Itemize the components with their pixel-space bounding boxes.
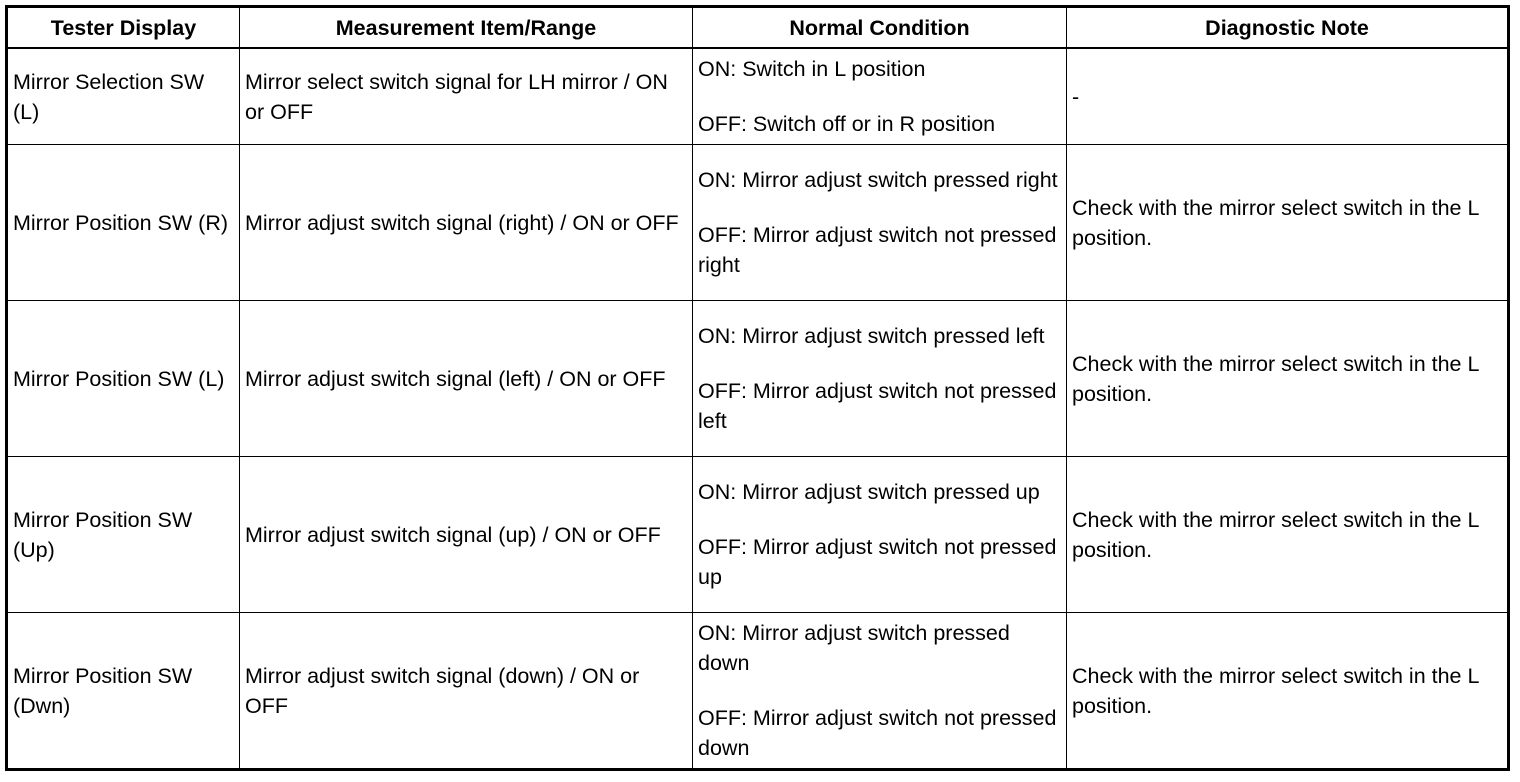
normal-condition-cell	[693, 301, 1067, 457]
document-page	[5, 5, 1510, 771]
tester-display-cell: Mirror Position SW (Dwn)	[7, 613, 240, 770]
diagnostic-table	[5, 5, 1510, 771]
table-header	[7, 7, 1509, 49]
diagnostic-note-cell: Check with the mirror select switch in the L position.	[1067, 145, 1509, 301]
tester-display-cell: Mirror Selection SW (L)	[7, 48, 240, 145]
normal-condition-cell	[693, 613, 1067, 770]
header-normal-condition: Normal Condition	[693, 7, 1067, 49]
tester-display-cell: Mirror Position SW (Up)	[7, 457, 240, 613]
tester-display-cell: Mirror Position SW (R)	[7, 145, 240, 301]
table-row	[7, 145, 1509, 301]
condition-on-text: ON: Switch in L position	[698, 57, 926, 81]
condition-on-text: ON: Mirror adjust switch pressed up	[698, 480, 1040, 504]
condition-off-text: OFF: Mirror adjust switch not pressed right	[698, 223, 1057, 277]
header-tester-display: Tester Display	[7, 7, 240, 49]
table-row	[7, 301, 1509, 457]
condition-off-text: OFF: Mirror adjust switch not pressed down	[698, 706, 1057, 760]
diagnostic-note-cell: Check with the mirror select switch in the L position.	[1067, 613, 1509, 770]
condition-off-text: OFF: Switch off or in R position	[698, 112, 996, 136]
header-row	[7, 7, 1509, 49]
header-measurement-item-range: Measurement Item/Range	[240, 7, 693, 49]
condition-off-text: OFF: Mirror adjust switch not pressed up	[698, 535, 1057, 589]
measurement-cell: Mirror select switch signal for LH mirror / ON or OFF	[240, 48, 693, 145]
measurement-cell: Mirror adjust switch signal (up) / ON or OFF	[240, 457, 693, 613]
condition-off-text: OFF: Mirror adjust switch not pressed left	[698, 379, 1057, 433]
table-row	[7, 48, 1509, 145]
condition-on-text: ON: Mirror adjust switch pressed down	[698, 621, 1010, 675]
table-row	[7, 457, 1509, 613]
table-row	[7, 613, 1509, 770]
diagnostic-note-cell: -	[1067, 48, 1509, 145]
normal-condition-cell	[693, 48, 1067, 145]
table-body	[7, 48, 1509, 770]
tester-display-cell: Mirror Position SW (L)	[7, 301, 240, 457]
normal-condition-cell	[693, 457, 1067, 613]
normal-condition-cell	[693, 145, 1067, 301]
diagnostic-note-cell: Check with the mirror select switch in the L position.	[1067, 457, 1509, 613]
measurement-cell: Mirror adjust switch signal (right) / ON or OFF	[240, 145, 693, 301]
measurement-cell: Mirror adjust switch signal (left) / ON or OFF	[240, 301, 693, 457]
header-diagnostic-note: Diagnostic Note	[1067, 7, 1509, 49]
diagnostic-note-cell: Check with the mirror select switch in the L position.	[1067, 301, 1509, 457]
measurement-cell: Mirror adjust switch signal (down) / ON or OFF	[240, 613, 693, 770]
condition-on-text: ON: Mirror adjust switch pressed left	[698, 324, 1045, 348]
condition-on-text: ON: Mirror adjust switch pressed right	[698, 168, 1058, 192]
